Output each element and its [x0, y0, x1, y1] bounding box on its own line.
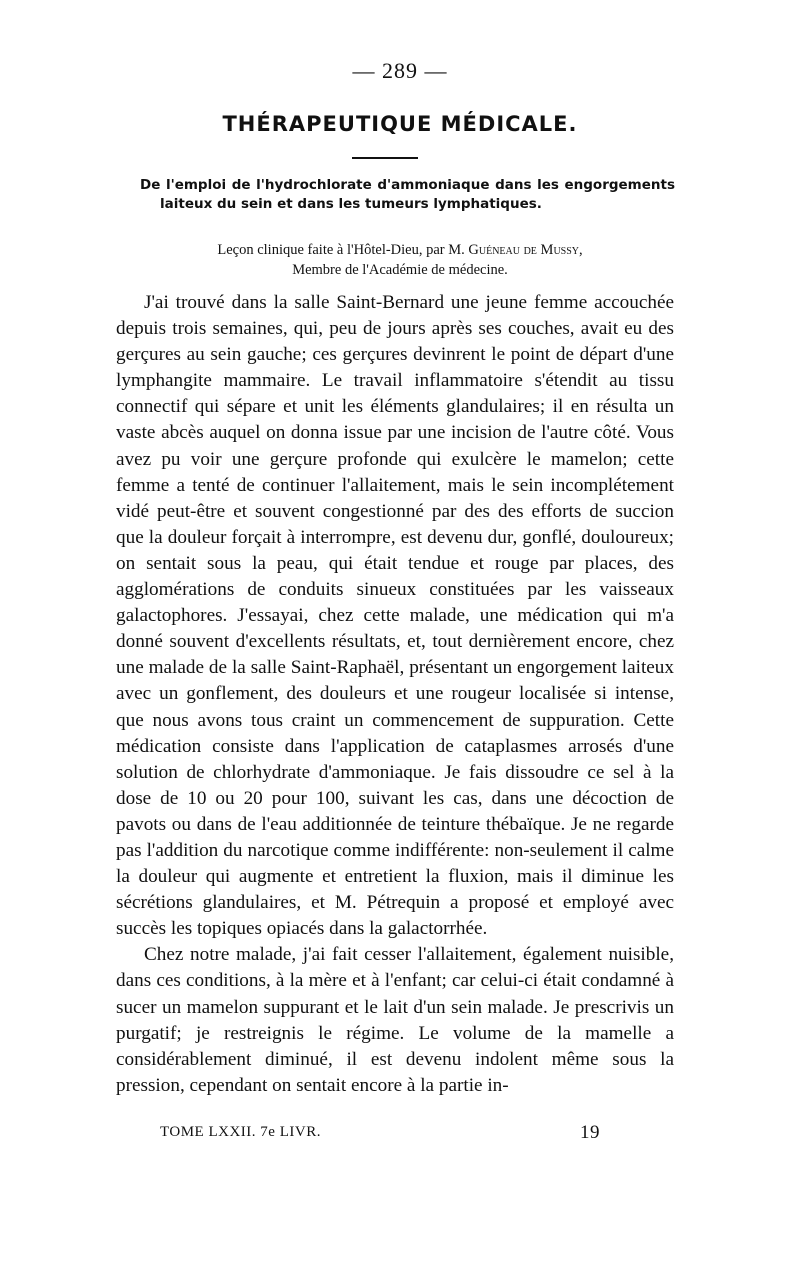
footer-signature: 19 — [580, 1122, 600, 1143]
byline-line-1 — [0, 240, 800, 260]
paragraph-2: Chez notre malade, j'ai fait cesser l'allaitement, également nuisible, dans ces conditions, à la mère et à l'enfant; car celui-ci était condamné à sucer un mamelon suppurant et le lait d'un sein malade. Je prescrivis un purgatif; je restreignis le régime. Le volume de la mamelle a considérablement diminué, il est devenu indolent même sous la pression, cependant on sentait encore à la partie in- — [116, 944, 674, 1096]
byline-affiliation: Membre de l'Académie de médecine. — [292, 262, 508, 278]
section-title: THÉRAPEUTIQUE MÉDICALE. — [222, 112, 578, 136]
byline-prefix: Leçon clinique faite à l'Hôtel-Dieu, par M. — [217, 242, 465, 258]
title-rule — [352, 157, 418, 159]
article-title: De l'emploi de l'hydrochlorate d'ammoniaque dans les engorgements laiteux du sein et dans les tumeurs lymphatiques. — [140, 177, 675, 212]
byline — [0, 240, 800, 280]
paragraph-1: J'ai trouvé dans la salle Saint-Bernard une jeune femme accouchée depuis trois semaines, qui, peu de jours après ses couches, avait eu des gerçures au sein gauche; ces gerçures devinrent le point de départ d'une lymphangite mammaire. Le travail inflammatoire s'étendit au tissu connectif qui sépare et unit les éléments glandulaires; il en résulta un vaste abcès auquel on donna issue par une incision de l'autre côté. Vous avez pu voir une gerçure profonde qui exulcère le mamelon; cette femme a tenté de continuer l'allaitement, mais le sein incomplétement vidé peut-être et souvent congestionné par des des efforts de succion que la douleur forçait à interrompre, est devenu dur, gonflé, douloureux; on sentait sous la peau, qui était tendue et rouge par places, des agglomérations de conduits sinueux constituées par les vaisseaux galactophores. J'essayai, chez cette malade, une médication qui m'a donné souvent d'excellents résultats, et, tout dernièrement encore, chez une malade de la salle Saint-Raphaël, présentant un engorgement laiteux avec un gonflement, des douleurs et une rougeur localisée si intense, que nous avons tous craint un commencement de suppuration. Cette médication consiste dans l'application de cataplasmes arrosés d'une solution de chlorhydrate d'ammoniaque. Je fais dissoudre ce sel à la dose de 10 ou 20 pour 100, suivant les cas, dans une décoction de pavots ou dans de l'eau additionnée de teinture thébaïque. Je ne regarde pas l'addition du narcotique comme indifférente: non-seulement il calme la douleur qui augmente et entretient la fluxion, mais il diminue les sécrétions glandulaires, et M. Pétrequin a proposé et employé avec succès les topiques opiacés dans la galactorrhée. — [116, 292, 674, 940]
byline-author: Guéneau de Mussy, — [468, 242, 583, 258]
footer-volume: TOME LXXII. 7e LIVR. — [160, 1124, 321, 1140]
body-text — [116, 290, 674, 1099]
page-footer — [160, 1124, 600, 1141]
page-number: — 289 — — [352, 58, 448, 83]
